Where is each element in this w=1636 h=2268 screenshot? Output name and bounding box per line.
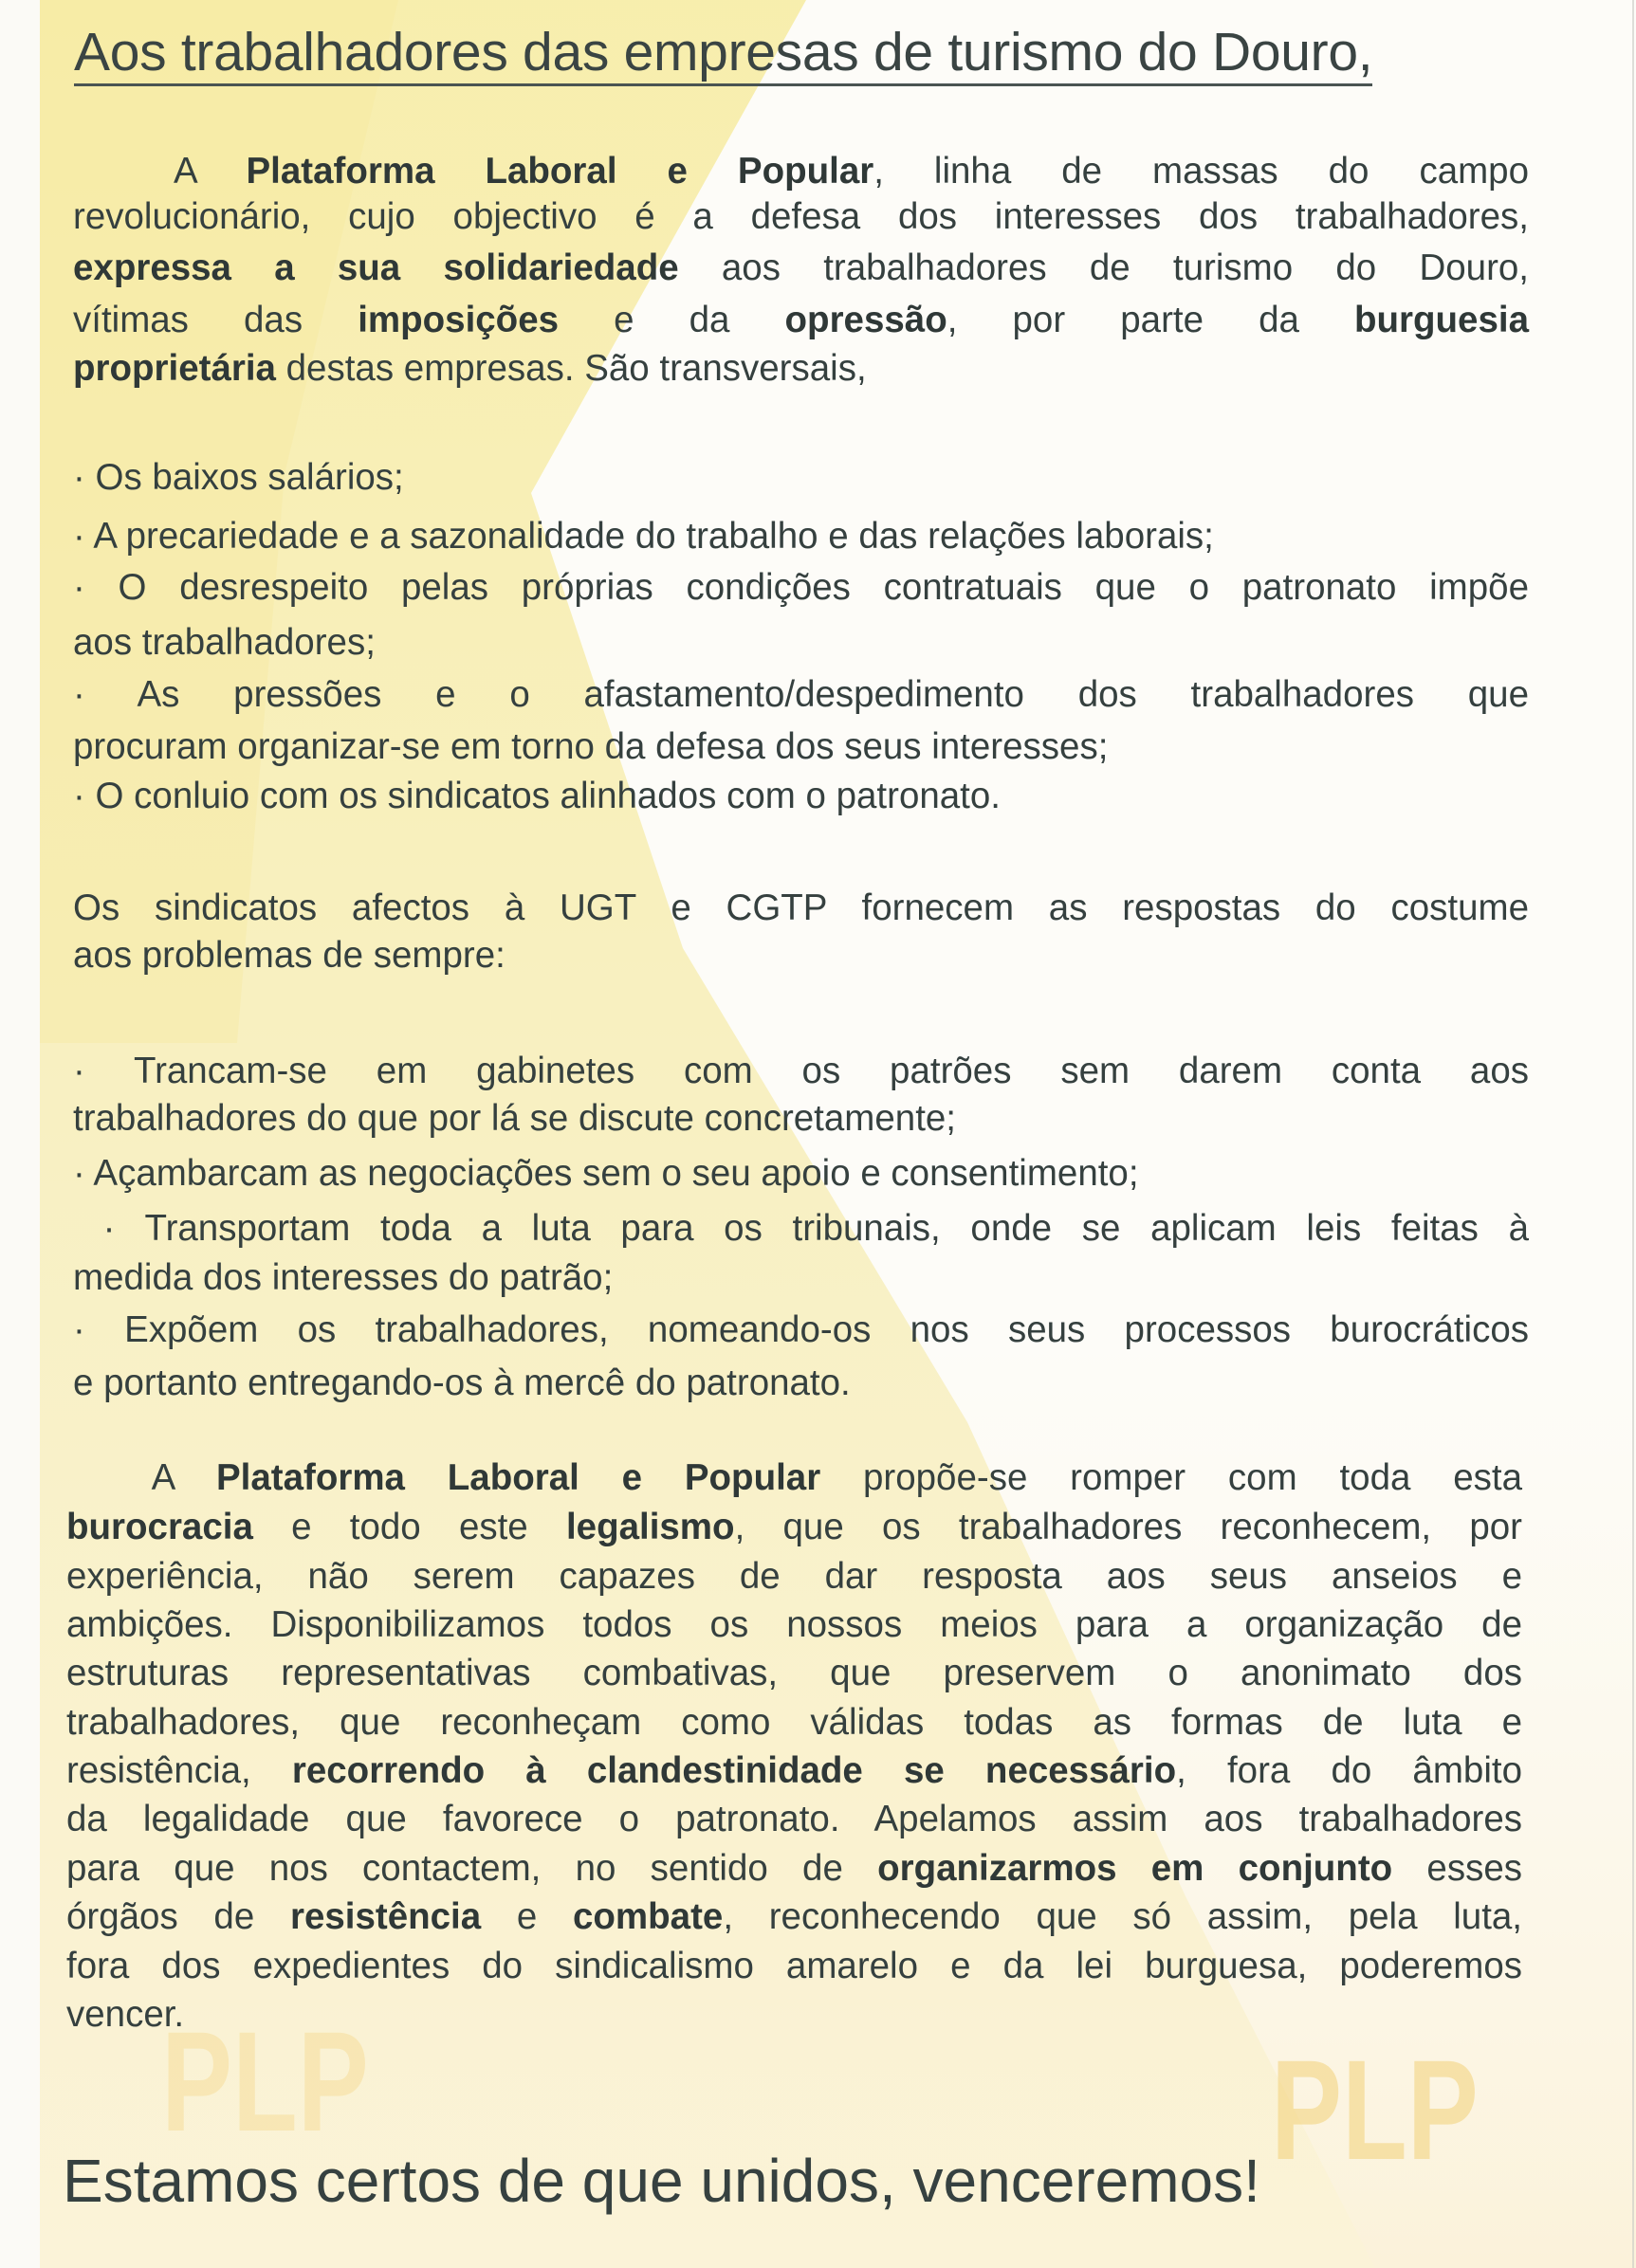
text-line [66,1749,1522,1793]
bold-text: Plataforma Laboral e Popular [246,151,874,192]
text-line [73,1362,1529,1405]
bold-text: proprietária [73,348,276,389]
text-segment: vencer. [66,1994,185,2035]
text-segment: A [73,151,247,192]
text-line [73,347,1529,391]
bold-text: burguesia [1354,300,1529,340]
text-segment: trabalhadores do que por lá se discute concretamente; [73,1098,956,1139]
text-line [73,515,1529,558]
text-line [66,1603,1522,1647]
bold-text: resistência [289,1896,482,1937]
text-line [73,1207,1529,1251]
text-line [73,456,1529,500]
text-segment: · Trancam-se em gabinetes com os patrões sem darem conta aos [73,1051,1529,1091]
bold-text: recorrendo à clandestinidade se necessário [291,1750,1177,1791]
bold-text: combate [573,1896,724,1937]
text-line [73,934,1529,978]
text-segment: Os sindicatos afectos à UGT e CGTP fornecem as respostas do costume [73,887,1529,928]
text-line [73,566,1529,610]
text-segment: fora dos expedientes do sindicalismo amarelo e da lei burguesa, poderemos [66,1946,1522,1986]
bold-text: burocracia [66,1507,253,1547]
text-segment: · As pressões e o afastamento/despedimento dos trabalhadores que [73,674,1529,715]
bold-text: imposições [358,300,560,340]
text-segment: vítimas das [73,300,358,340]
watermark-logo-left: PLP [161,2002,369,2161]
text-line [73,247,1529,290]
text-line [73,1050,1529,1093]
text-segment: e portanto entregando-os à mercê do patronato. [73,1363,851,1403]
text-segment: aos trabalhadores de turismo do Douro, [678,247,1529,288]
bold-text: Plataforma Laboral e Popular [215,1457,821,1498]
text-segment: · Os baixos salários; [73,457,404,498]
text-line [66,1555,1522,1599]
text-line [73,299,1529,342]
text-segment: e [481,1896,573,1937]
text-line [73,195,1529,239]
text-line [73,150,1529,193]
text-segment: A [66,1457,216,1498]
text-segment: , reconhecendo que só assim, pela luta, [723,1896,1523,1937]
text-segment: , linha de massas do campo [873,151,1529,192]
text-segment: propõe-se romper com toda esta [820,1457,1522,1498]
text-segment: e da [559,300,785,340]
text-segment: · Açambarcam as negociações sem o seu apoio e consentimento; [73,1153,1139,1194]
text-segment: , fora do âmbito [1176,1750,1522,1791]
bold-text: expressa a sua solidariedade [73,247,679,288]
text-segment: aos trabalhadores; [73,622,376,663]
text-segment: esses [1392,1848,1522,1889]
text-segment: · Expõem os trabalhadores, nomeando-os nos seus processos burocráticos [73,1309,1529,1350]
bold-text: opressão [784,300,947,340]
text-segment: da legalidade que favorece o patronato. Apelamos assim aos trabalhadores [66,1799,1522,1839]
text-line [66,1701,1522,1745]
text-line [73,1256,1529,1300]
text-line [73,725,1529,769]
text-line [66,1945,1522,1988]
text-segment: e todo este [252,1507,566,1547]
text-segment: , que os trabalhadores reconhecem, por [734,1507,1523,1547]
text-segment: resistência, [66,1750,292,1791]
text-line [66,1847,1522,1891]
text-segment: · Transportam toda a luta para os tribunais, onde se aplicam leis feitas à [73,1208,1529,1249]
text-segment: · O conluio com os sindicatos alinhados com o patronato. [73,776,1001,816]
text-segment: destas empresas. São transversais, [275,348,867,389]
text-line [73,1097,1529,1141]
text-line [66,1798,1522,1841]
closing-statement: Estamos certos de que unidos, venceremos! [63,2147,1260,2215]
text-segment: · O desrespeito pelas próprias condições contratuais que o patronato impõe [73,567,1529,608]
text-line [66,1456,1522,1500]
bold-text: organizarmos em conjunto [877,1848,1393,1889]
text-segment: medida dos interesses do patrão; [73,1257,614,1298]
bold-text: legalismo [565,1507,735,1547]
text-segment: experiência, não serem capazes de dar resposta aos seus anseios e [66,1556,1522,1597]
text-segment: procuram organizar-se em torno da defesa dos seus interesses; [73,726,1109,767]
text-line [66,1506,1522,1549]
text-line [66,1895,1522,1939]
text-segment: trabalhadores, que reconheçam como válidas todas as formas de luta e [66,1702,1522,1743]
text-segment: · A precariedade e a sazonalidade do trabalho e das relações laborais; [73,516,1214,557]
text-segment: , por parte da [947,300,1354,340]
text-line [66,1993,1522,2037]
page-title: Aos trabalhadores das empresas de turismo do Douro, [74,21,1372,86]
text-line [73,887,1529,930]
text-segment: órgãos de [66,1896,290,1937]
text-line [73,1308,1529,1352]
text-segment: para que nos contactem, no sentido de [66,1848,878,1889]
text-segment: revolucionário, cujo objectivo é a defesa dos interesses dos trabalhadores, [73,196,1529,237]
text-segment: estruturas representativas combativas, que preservem o anonimato dos [66,1653,1522,1693]
text-line [66,1652,1522,1695]
text-line [73,673,1529,717]
text-line [73,775,1529,818]
text-line [73,621,1529,665]
text-segment: ambições. Disponibilizamos todos os nossos meios para a organização de [66,1604,1522,1645]
text-segment: aos problemas de sempre: [73,935,506,976]
watermark-logo-right: PLP [1271,2030,1479,2189]
text-line [73,1152,1529,1196]
